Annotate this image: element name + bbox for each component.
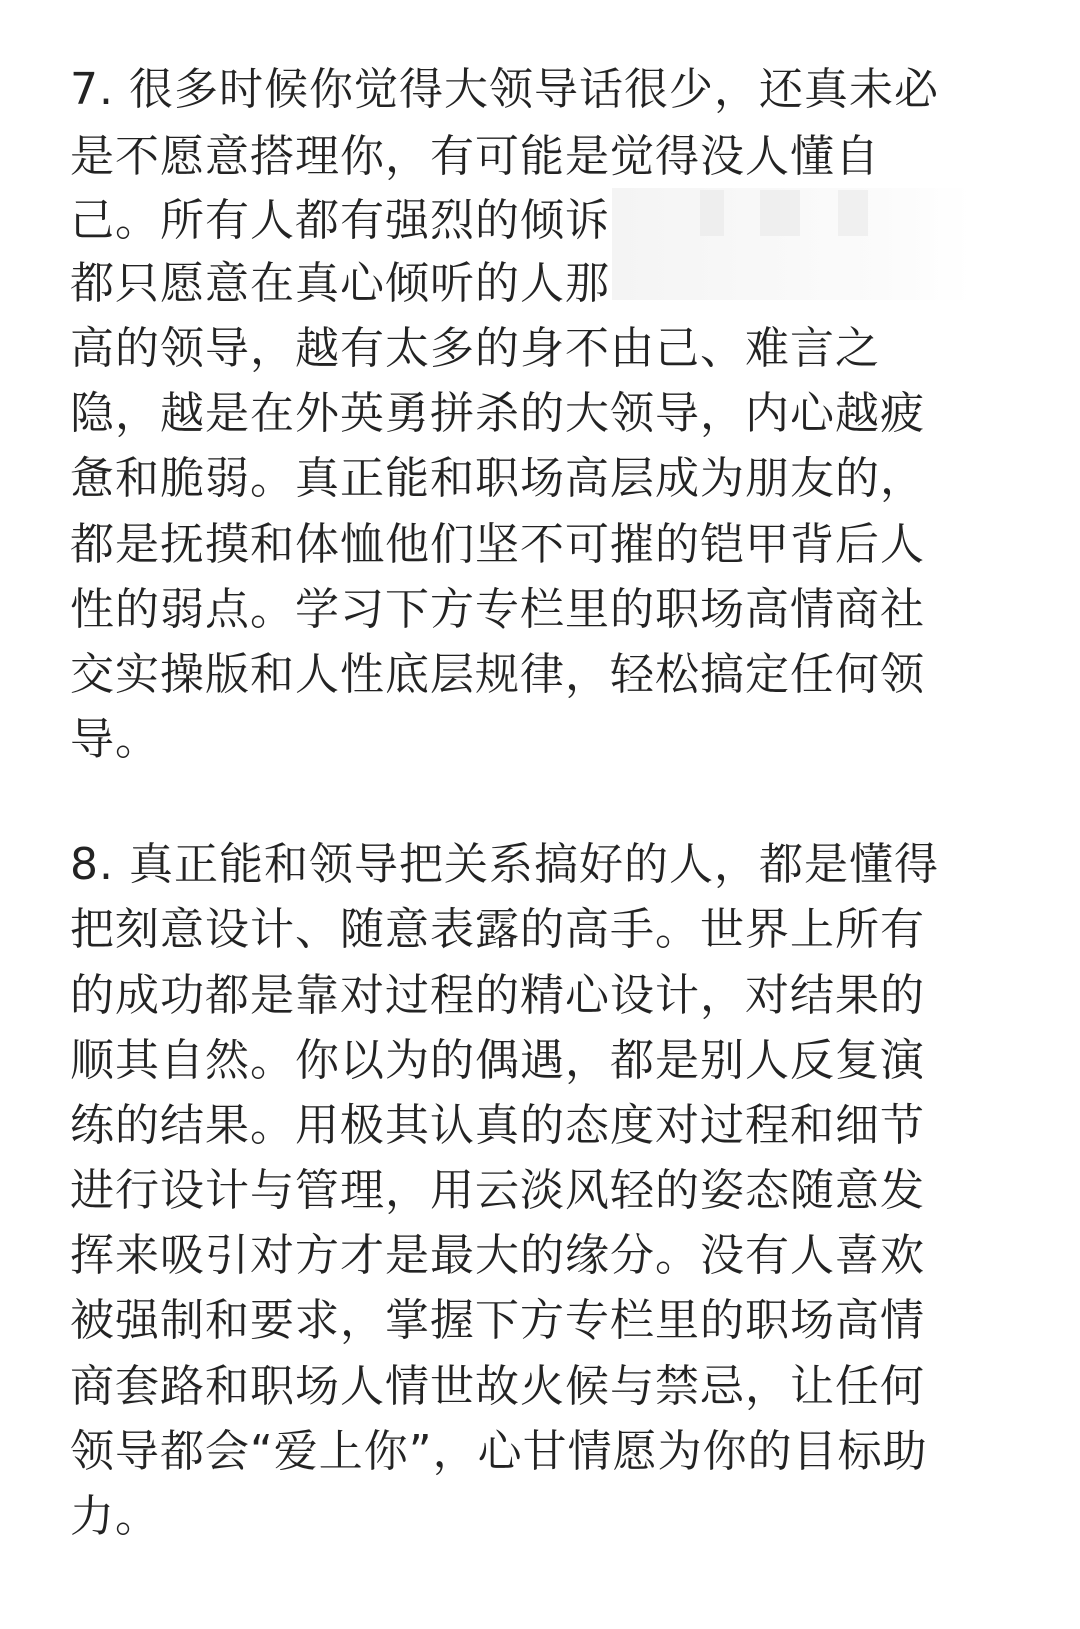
- paragraph-7-line: 交实操版和人性底层规律，轻松搞定任何领: [70, 649, 925, 700]
- paragraph-7-line: 都只愿意在真心倾听的人那: [70, 258, 610, 309]
- paragraph-8-line: 顺其自然。你以为的偶遇，都是别人反复演: [70, 1035, 925, 1086]
- blurred-overlay-stripe: [700, 190, 724, 236]
- paragraph-8-line: 挥来吸引对方才是最大的缘分。没有人喜欢: [70, 1230, 925, 1281]
- paragraph-8-line: 力。: [70, 1491, 160, 1542]
- paragraph-7-line: 己。所有人都有强烈的倾诉: [70, 195, 610, 246]
- paragraph-7-line: 是不愿意搭理你，有可能是觉得没人懂自: [70, 131, 880, 182]
- paragraph-7-line: 隐，越是在外英勇拼杀的大领导，内心越疲: [70, 388, 925, 439]
- paragraph-8-line: 的成功都是靠对过程的精心设计，对结果的: [70, 970, 925, 1021]
- paragraph-7-line: 导。: [70, 714, 160, 765]
- paragraph-7-line: 高的领导，越有太多的身不由己、难言之: [70, 323, 880, 374]
- paragraph-7-line: 性的弱点。学习下方专栏里的职场高情商社: [70, 584, 925, 635]
- paragraph-8-line: 练的结果。用极其认真的态度对过程和细节: [70, 1100, 925, 1151]
- paragraph-8-line: 领导都会“爱上你”，心甘情愿为你的目标助: [70, 1426, 928, 1477]
- paragraph-7-line: 7. 很多时候你觉得大领导话很少，还真未必: [70, 64, 939, 115]
- paragraph-8-line: 把刻意设计、随意表露的高手。世界上所有: [70, 904, 925, 955]
- blurred-overlay-stripe: [838, 190, 868, 236]
- paragraph-8-line: 被强制和要求，掌握下方专栏里的职场高情: [70, 1295, 925, 1346]
- blurred-overlay-stripe: [760, 190, 800, 236]
- paragraph-8-line: 进行设计与管理，用云淡风轻的姿态随意发: [70, 1165, 925, 1216]
- paragraph-8-line: 商套路和职场人情世故火候与禁忌，让任何: [70, 1361, 925, 1412]
- paragraph-7-line: 都是抚摸和体恤他们坚不可摧的铠甲背后人: [70, 519, 925, 570]
- paragraph-7-line: 惫和脆弱。真正能和职场高层成为朋友的，: [70, 453, 925, 504]
- paragraph-8-line: 8. 真正能和领导把关系搞好的人，都是懂得: [70, 839, 939, 890]
